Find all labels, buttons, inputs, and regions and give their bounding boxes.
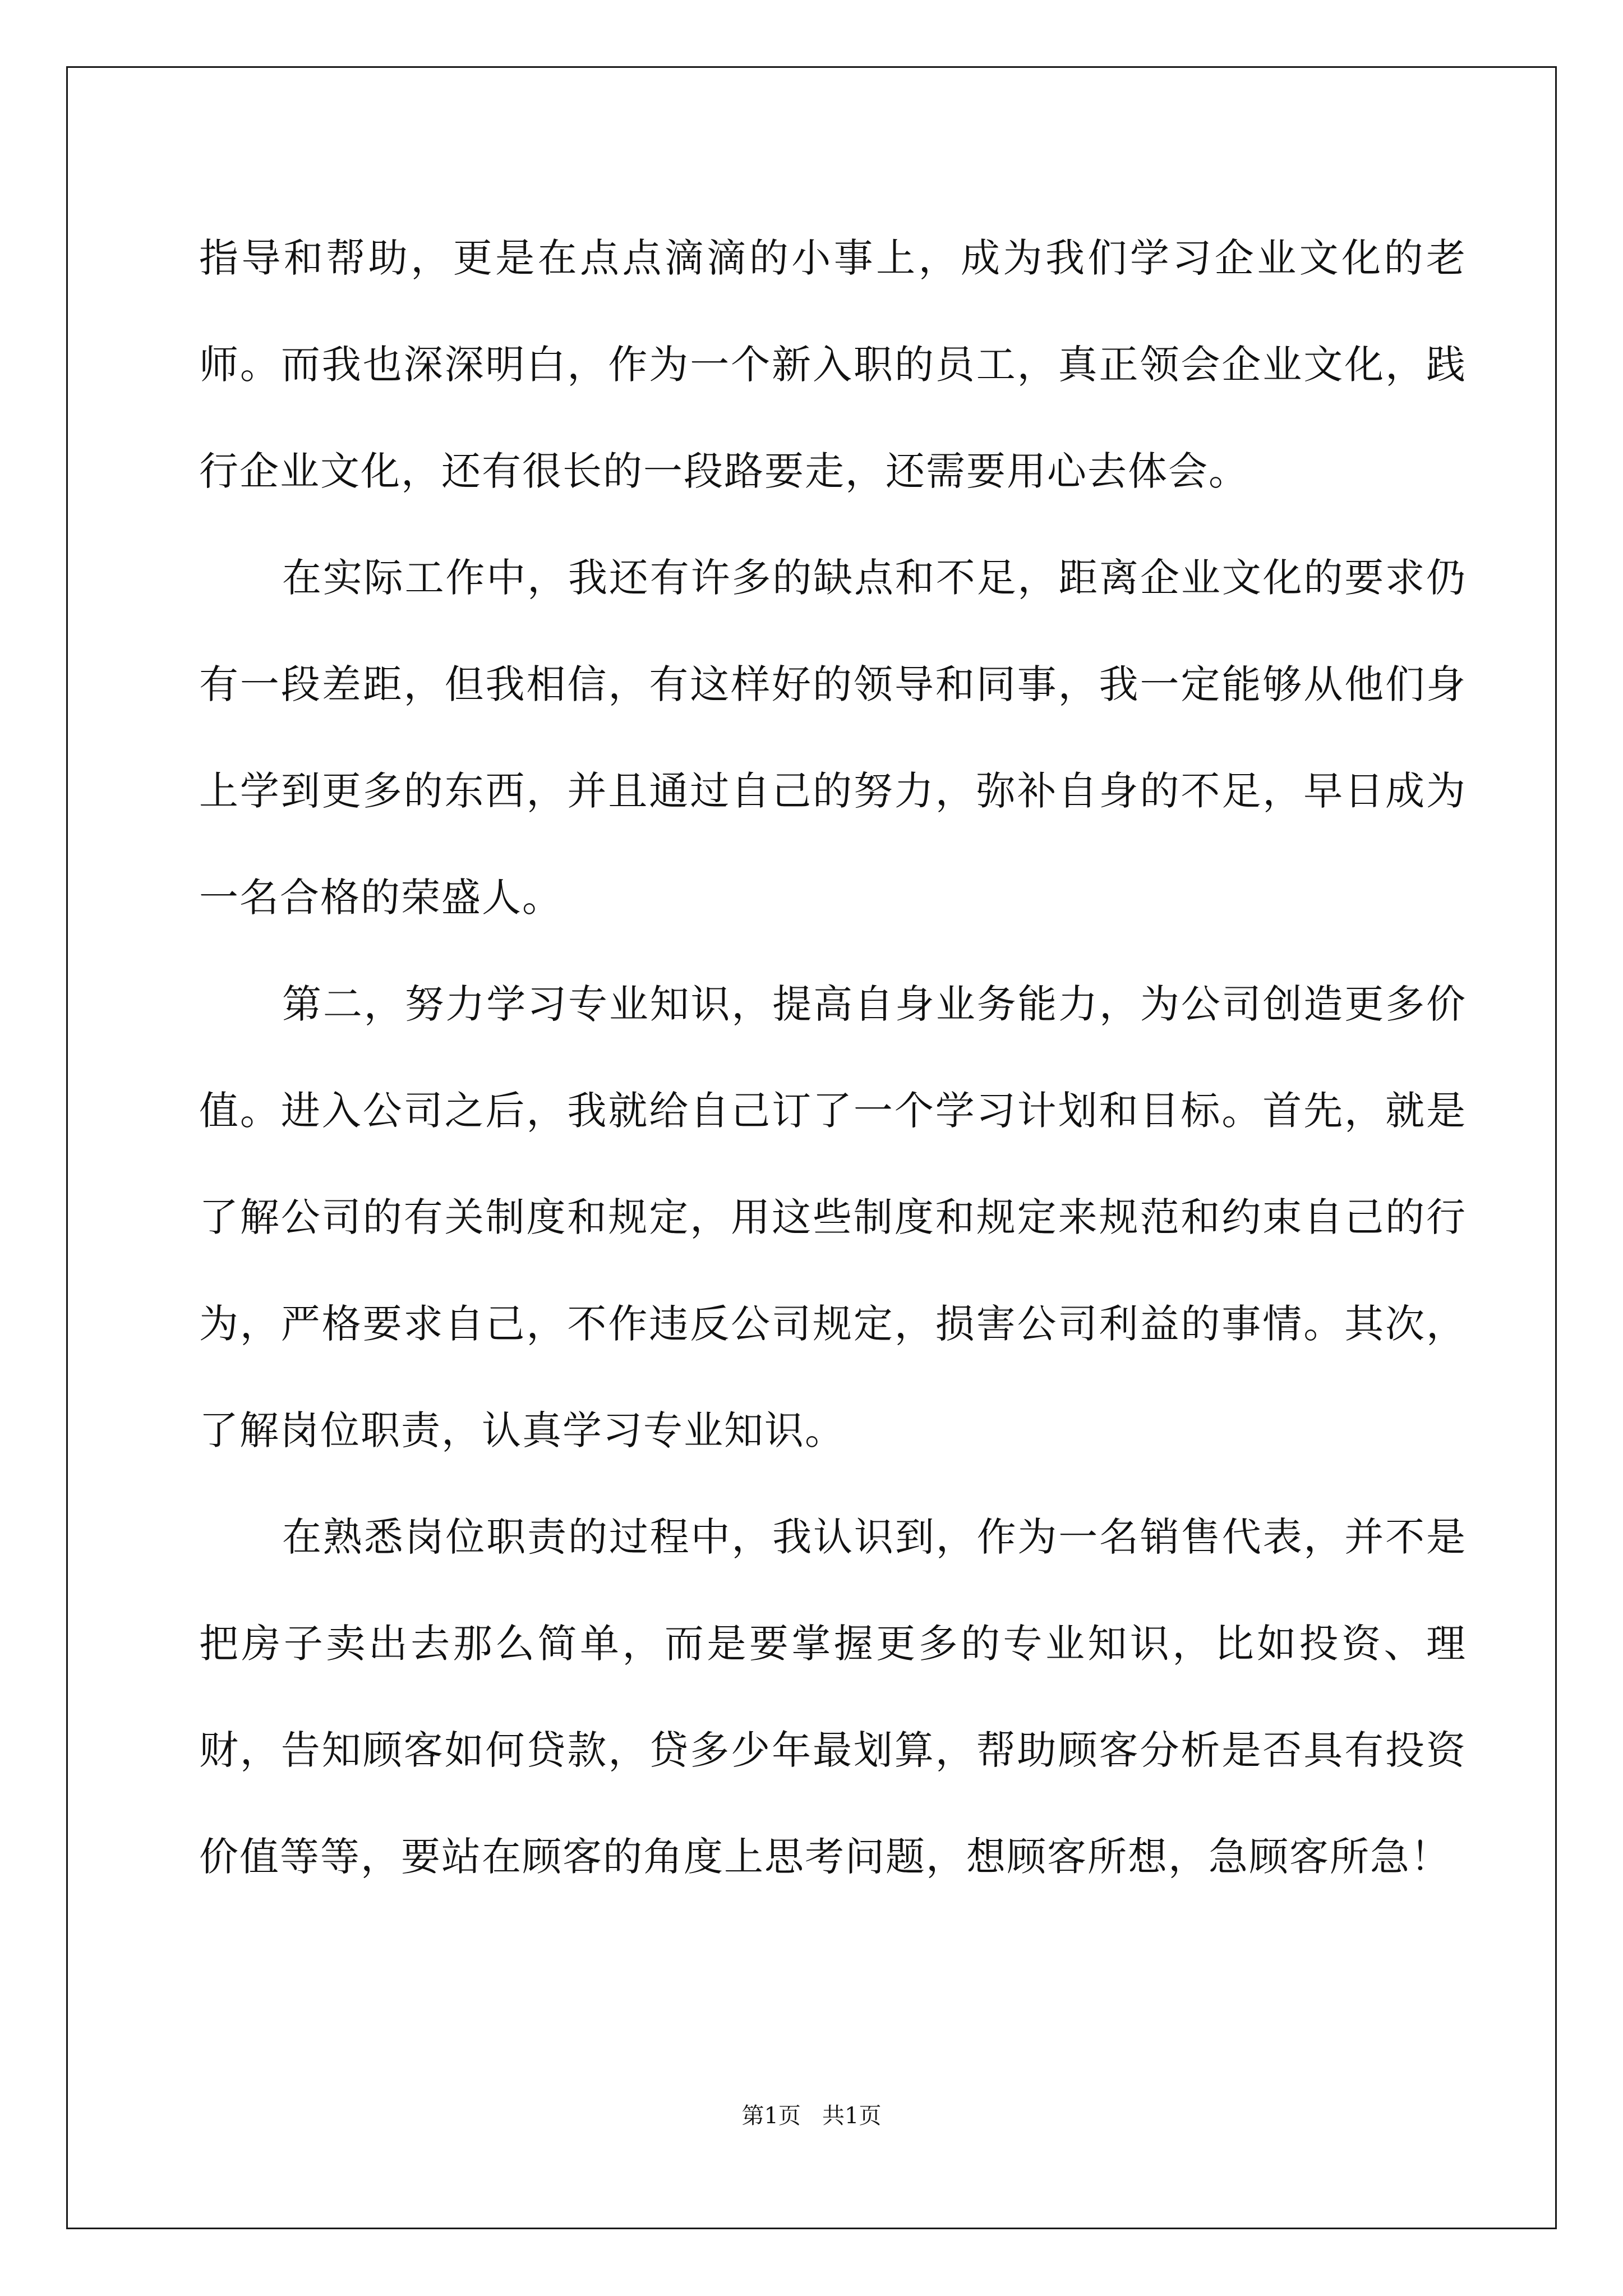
paragraph-3: 第二，努力学习专业知识，提高自身业务能力，为公司创造更多价值。进入公司之后，我就给自己订了一个学习计划和目标。首先，就是了解公司的有关制度和规定，用这些制度和规定来规范和约束自己的行为，严格要求自己，不作违反公司规定，损害公司利益的事情。其次，了解岗位职责，认真学习专业知识。: [199, 981, 1467, 1453]
paragraph-1: 指导和帮助，更是在点点滴滴的小事上，成为我们学习企业文化的老师。而我也深深明白，作为一个新入职的员工，真正领会企业文化，践行企业文化，还有很长的一段路要走，还需要用心去体会。: [199, 235, 1467, 494]
paragraph-2: 在实际工作中，我还有许多的缺点和不足，距离企业文化的要求仍有一段差距，但我相信，有这样好的领导和同事，我一定能够从他们身上学到更多的东西，并且通过自己的努力，弥补自身的不足，早日成为一名合格的荣盛人。: [199, 555, 1467, 921]
document-body: [199, 205, 1467, 1910]
page-footer: 第1页 共1页: [741, 2103, 882, 2129]
paragraph-4: 在熟悉岗位职责的过程中，我认识到，作为一名销售代表，并不是把房子卖出去那么简单，而是要掌握更多的专业知识，比如投资、理财，告知顾客如何贷款，贷多少年最划算，帮助顾客分析是否具有投资价值等等，要站在顾客的角度上思考问题，想顾客所想，急顾客所急！: [199, 1514, 1467, 1880]
